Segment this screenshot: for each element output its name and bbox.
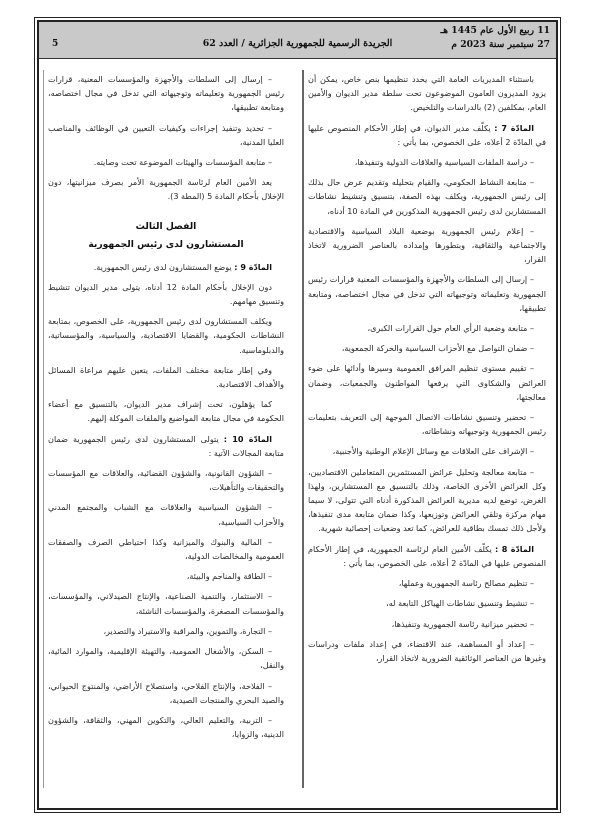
paragraph-text: – ضمان التواصل مع الأحزاب السياسية والحركة الجمعوية، <box>341 343 534 354</box>
paragraph-text: ويكلف المستشارون لدى رئيس الجمهورية، على الخصوص، بمتابعة النشاطات الحكومية، والقضايا الاقتصادية، والسياسية، والمؤسساتية، والدبلوماسية. <box>48 316 284 355</box>
paragraph <box>308 361 546 404</box>
paragraph <box>48 280 284 308</box>
column-divider <box>302 70 304 788</box>
article-paragraph <box>48 260 284 274</box>
paragraph <box>48 569 284 583</box>
paragraph <box>308 155 546 169</box>
paragraph-text: يوضع المستشارون لدى رئيس الجمهورية. <box>93 261 235 272</box>
article-label: المادّة 7 : <box>494 122 534 133</box>
article-label: المادّة 9 : <box>234 261 272 272</box>
paragraph-text: باستثناء المديريات العامة التي يحدد تنظيمها بنص خاص، يمكن أن يزود المديرون العامون الموضوعون تحت سلطة مدير الديوان والأمين العام، بمكلفين (2) بالدراسات والتلخيص. <box>308 74 546 113</box>
page-header <box>39 22 556 59</box>
paragraph-text: – الفلاحة، والإنتاج الفلاحي، واستصلاح الأراضي، والمنتوج الحيواني، والصيد البحري والمنتجات الصيدية، <box>48 680 284 705</box>
paragraph <box>308 576 546 590</box>
paragraph-text: – متابعة النشاط الحكومي، والقيام بتحليله وتقديم عرض حال بذلك إلى رئيس الجمهورية، ويكلف بهذه الصفة، بتنسيق وتنشيط نشاطات المستشارين لدى رئيس الجمهورية المذكورين في المادة 10 أدناه، <box>308 177 546 216</box>
paragraph <box>308 72 546 115</box>
paragraph-text: – إعداد أو المساهمة، عند الاقتضاء، في إعداد ملفات ودراسات وغيرها من العناصر الوثائقية الضرورية لاتخاذ القرار، <box>308 638 546 663</box>
paragraph-text: – تحضير وتنسيق نشاطات الاتصال الموجهة إلى التعريف بتعليمات رئيس الجمهورية وتوجيهاته ونشاطاته، <box>308 412 546 437</box>
paragraph-text: – التربية، والتعليم العالي، والتكوين المهني، والثقافة، والشؤون الدينية، والزوايا، <box>48 714 284 740</box>
paragraph-text: – دراسة الملفات السياسية والعلاقات الدولية وتنفيذها، <box>354 157 534 168</box>
paragraph-text: – المالية والبنوك والميزانية وكذا احتياطي الصرف والصفقات العمومية والمخالصات الدولية، <box>48 536 284 562</box>
paragraph <box>308 175 546 218</box>
paragraph <box>48 644 284 672</box>
paragraph-text: وفي إطار متابعة مختلف الملفات، يتعين عليهم مراعاة المسائل والأهداف الاقتصادية. <box>48 364 284 390</box>
paragraph <box>48 535 284 563</box>
paragraph-text: – إعلام رئيس الجمهورية بوضعية البلاد السياسية والاقتصادية والاجتماعية والثقافية، وبتطورها وإمداده بالعناصر الضرورية لاتخاذ القرار، <box>308 225 546 265</box>
paragraph <box>308 321 546 335</box>
article-label: المادّة 10 : <box>223 433 272 444</box>
paragraph-text: – الطاقة والمناجم والبيئة، <box>186 571 272 582</box>
article-paragraph <box>308 542 546 570</box>
paragraph-text: كما يؤهلون، تحت إشراف مدير الديوان، بالتنسيق مع أعضاء الحكومة في مجال متابعة المواضيع والملفات الموكلة إليهم. <box>48 399 284 424</box>
paragraph <box>48 713 284 741</box>
paragraph <box>48 679 284 707</box>
paragraph-text: – التجارة، والتموين، والمراقبة والاستيراد والتصدير، <box>103 625 272 636</box>
paragraph-text: – الاستثمار، والتنمية الصناعية، والإنتاج الصيدلاني، والمؤسسات، والمؤسسات المصغرة، والمؤسسات الناشئة، <box>48 591 284 616</box>
paragraph <box>48 314 284 357</box>
header-title: الجريدة الرسمية للجمهورية الجزائرية / العدد 62 <box>202 38 393 49</box>
paragraph <box>48 155 284 169</box>
paragraph <box>308 637 546 665</box>
paragraph <box>48 466 284 494</box>
paragraph-text: – تحضير ميزانية رئاسة الجمهورية وتنفيذها، <box>391 618 534 629</box>
paragraph <box>308 410 546 438</box>
paragraph-text: دون الإخلال بأحكام المادة 12 أدناه، يتولى مدير الديوان تنشيط وتنسيق مهامهم. <box>48 281 284 307</box>
paragraph <box>308 272 546 315</box>
page-frame-inner <box>37 20 558 810</box>
paragraph <box>308 617 546 631</box>
paragraph-text: – الشؤون القانونية، والشؤون القضائية، والعلاقات مع المؤسسات والتحقيقات والتأهيلات، <box>48 468 284 493</box>
right-column <box>308 72 546 671</box>
article-paragraph <box>308 121 546 149</box>
paragraph <box>308 224 546 267</box>
header-gregorian-date: 27 سبتمبر سنة 2023 م <box>451 39 550 50</box>
paragraph-text: – تحديد وتنفيذ إجراءات وكيفيات التعيين في الوظائف والمناصب العليا المدنية، <box>48 122 284 147</box>
paragraph <box>308 341 546 355</box>
paragraph-text: يعد الأمين العام لرئاسة الجمهورية الأمر بصرف ميزانيتها، دون الإخلال بأحكام المادة 5 (المطة 3). <box>48 177 284 202</box>
paragraph <box>48 363 284 391</box>
paragraph <box>48 72 284 115</box>
left-column-after-chapter <box>48 260 284 742</box>
paragraph-text: – تقييم مستوى تنظيم المرافق العمومية وسيرها وأدائها على ضوء العرائض والشكاوى التي يرفعها المواطنون والجمعيات، وضمان معالجتها، <box>308 363 546 402</box>
paragraph-text: – إرسال إلى السلطات والأجهزة والمؤسسات المعنية، قرارات رئيس الجمهورية وتعليماته وتوجيهاته التي تدخل في مجال اختصاصه، ومتابعة تطبيقها، <box>48 74 284 113</box>
chapter-heading <box>48 218 284 254</box>
paragraph-text: – متابعة معالجة وتحليل عرائض المستثمرين المتعاملين الاقتصاديين، وكل العرائض الأخرى الخاصة، وذلك بالتنسيق مع المستشارين، ولهذا الغرض، توضع لديه مديرية العرائض المذكورة أدناه التي تتولى، لا سيما مهام مركزة وتلقي العرائض وتوزيعها، وكذا ضمان متابعة مدى تنفيذها، ولأجل ذلك تمسك بطاقية للعرائض، كما تعد وضعيات إحصائية شهرية. <box>308 466 546 534</box>
paragraph-text: – متابعة وضعية الرأي العام حول القرارات الكبرى، <box>367 323 534 334</box>
paragraph-text: – السكن، والأشغال العمومية، والتهيئة الإقليمية، والموارد المائية، والنقل، <box>48 646 284 671</box>
page-frame <box>34 17 561 813</box>
paragraph-text: – تنظيم مصالح رئاسة الجمهورية وعملها، <box>398 578 534 589</box>
paragraph-text: – تنشيط وتنسيق نشاطات الهياكل التابعة له، <box>386 598 534 609</box>
chapter-subtitle: المستشارون لدى رئيس الجمهورية <box>88 238 244 250</box>
paragraph <box>48 500 284 528</box>
left-margin-rule <box>43 70 44 788</box>
paragraph <box>308 444 546 458</box>
chapter-title: الفصل الثالث <box>135 220 197 232</box>
paragraph <box>308 596 546 610</box>
paragraph-text: – الشؤون السياسية والعلاقات مع الشباب والمجتمع المدني والأحزاب السياسية، <box>48 502 284 527</box>
article-label: المادّة 8 : <box>495 543 534 554</box>
header-hijri-date: 11 ربيع الأول عام 1445 هـ <box>440 25 550 36</box>
paragraph <box>48 175 284 203</box>
paragraph <box>48 624 284 638</box>
paragraph <box>308 465 546 536</box>
header-page-number: 5 <box>52 39 59 49</box>
paragraph-text: – متابعة المؤسسات والهيئات الموضوعة تحت وصايته. <box>93 157 272 168</box>
paragraph-text: – إرسال إلى السلطات والأجهزة والمؤسسات المعنية قرارات رئيس الجمهورية وتعليماته وتوجيهاته التي تدخل في مجال اختصاصه، ومتابعة تطبيقها، <box>308 274 546 313</box>
left-column-before-chapter <box>48 72 284 204</box>
paragraph-text: – الإشراف على العلاقات مع وسائل الإعلام الوطنية والأجنبية، <box>332 446 534 457</box>
paragraph-text: يكلّف مدير الديوان، في إطار الأحكام المنصوص عليها في المادّة 2 أعلاه، على الخصوص، بما يأتي : <box>308 122 546 147</box>
paragraph-text: يتولى المستشارون لدى رئيس الجمهورية ضمان متابعة المجالات الآتية : <box>48 433 284 458</box>
article-paragraph <box>48 432 284 460</box>
left-column <box>48 72 284 747</box>
paragraph <box>48 397 284 425</box>
paragraph <box>48 121 284 149</box>
paragraph-text: يكلّف الأمين العام لرئاسة الجمهورية، في إطار الأحكام المنصوص عليها في المادّة 2 أعلاه، على الخصوص، بما يأتي : <box>308 543 546 568</box>
paragraph <box>48 589 284 617</box>
